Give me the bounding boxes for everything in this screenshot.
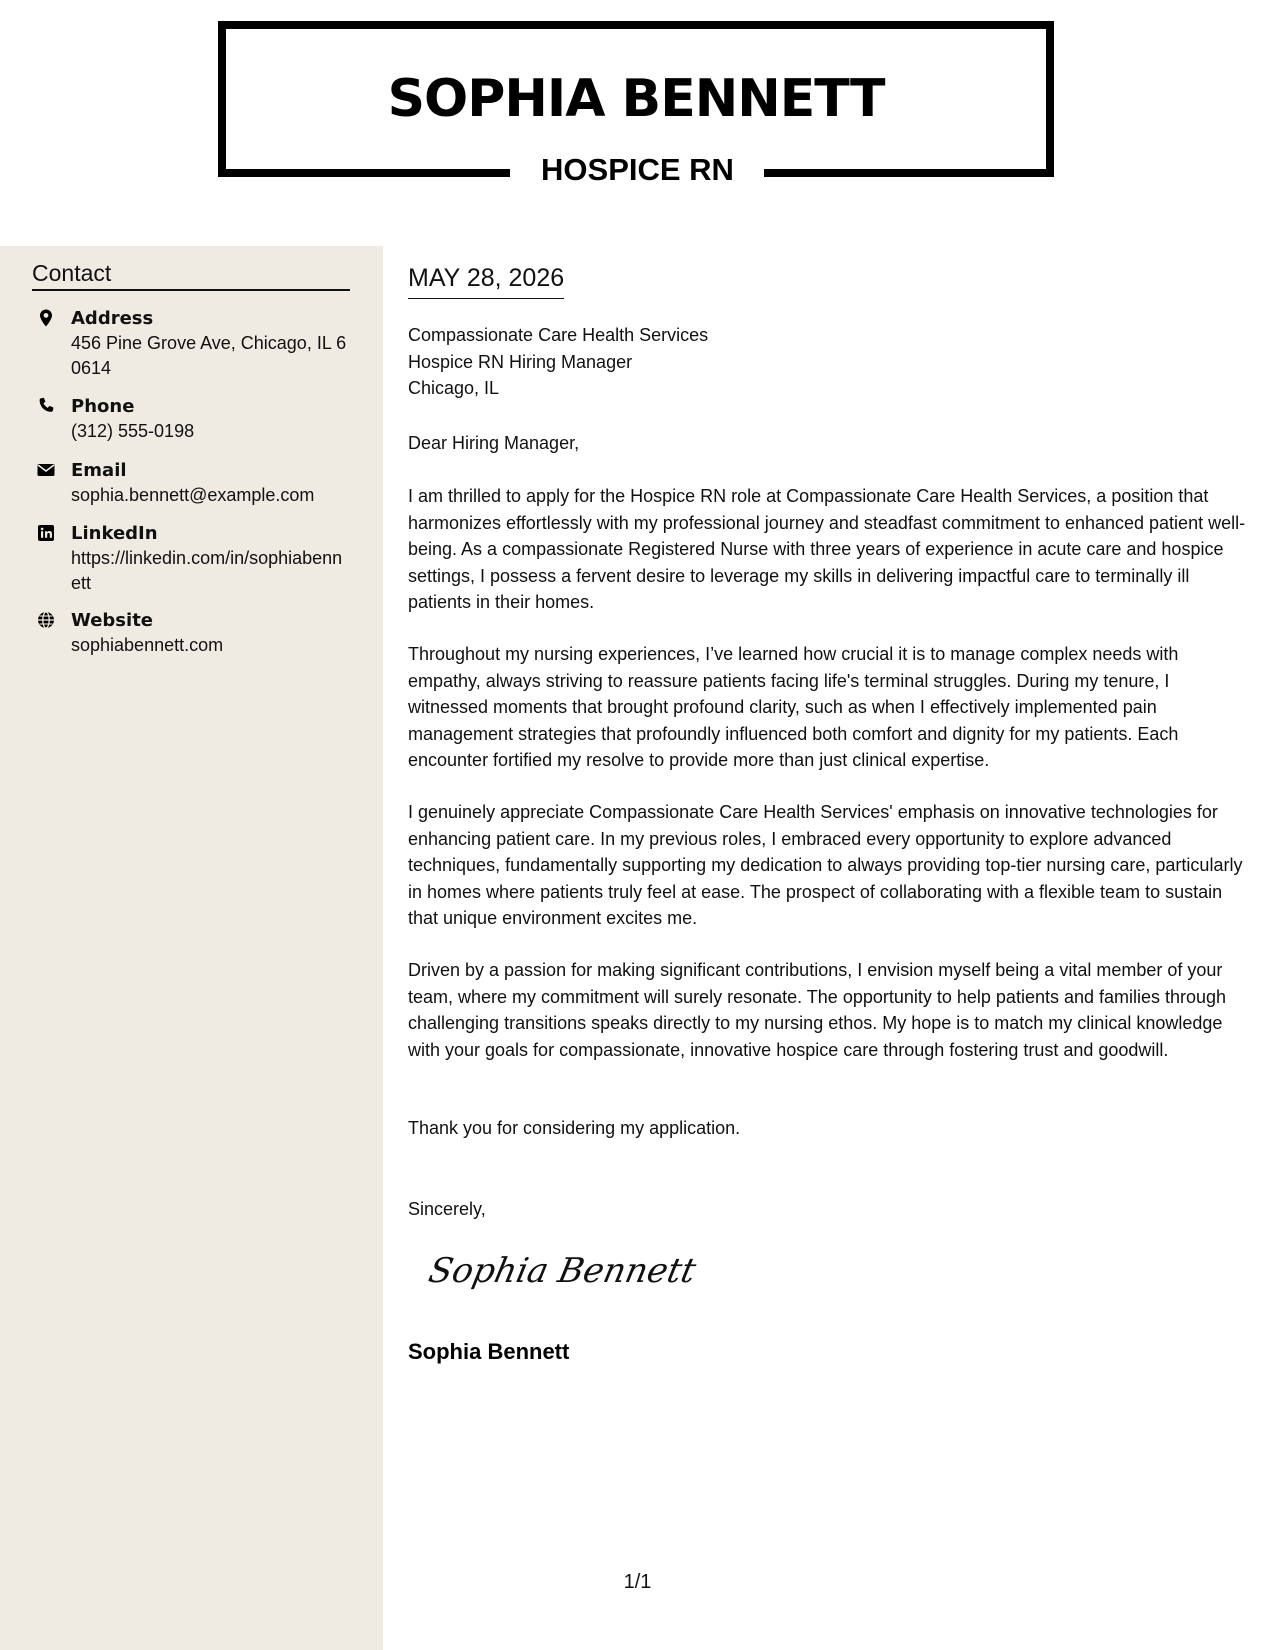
recipient-line: Chicago, IL bbox=[408, 378, 500, 398]
letter-date: MAY 28, 2026 bbox=[408, 266, 564, 299]
contact-heading: Contact bbox=[32, 262, 350, 291]
job-title: HOSPICE RN bbox=[541, 152, 734, 187]
contact-label: LinkedIn bbox=[71, 523, 158, 544]
contact-value: sophia.bennett@example.com bbox=[71, 485, 315, 505]
phone-icon bbox=[36, 396, 56, 416]
envelope-icon bbox=[36, 460, 56, 480]
contact-sidebar bbox=[0, 246, 383, 1650]
letter-paragraph: I genuinely appreciate Compassionate Care Health Services' emphasis on innovative technologies for enhancing patient care. In my previous roles, I embraced every opportunity to explore advanced techniques, fundamentally supporting my dedication to always providing top-tier nursing care, particularly in homes where patients truly feel at ease. The prospect of collaborating with a flexible team to sustain that unique environment excites me. bbox=[408, 802, 1243, 928]
letter-paragraph: I am thrilled to apply for the Hospice RN role at Compassionate Care Health Services, a position that harmonizes effortlessly with my professional journey and steadfast commitment to enhanced patient well-being. As a compassionate Registered Nurse with three years of experience in acute care and hospice settings, I possess a fervent desire to leverage my skills in delivering impactful care to terminally ill patients in their homes. bbox=[408, 486, 1246, 612]
salutation: Dear Hiring Manager, bbox=[408, 433, 580, 453]
recipient-line: Hospice RN Hiring Manager bbox=[408, 351, 633, 372]
handwritten-signature bbox=[422, 1240, 700, 1300]
closing: Sincerely, bbox=[408, 1199, 486, 1219]
letter-paragraph: Thank you for considering my application. bbox=[408, 1118, 741, 1138]
applicant-name: SOPHIA BENNETT bbox=[387, 69, 885, 129]
location-pin-icon bbox=[36, 308, 56, 328]
recipient-block bbox=[408, 322, 708, 402]
letter-paragraph: Driven by a passion for making significant contributions, I envision myself being a vital member of your team, where my commitment will surely resonate. The opportunity to help patients and families through challenging transitions speaks directly to my nursing ethos. My hope is to match my clinical knowledge with your goals for compassionate, innovative hospice care through fostering trust and goodwill. bbox=[408, 960, 1227, 1060]
letter-paragraph: Throughout my nursing experiences, I’ve learned how crucial it is to manage complex needs with empathy, always striving to reassure patients facing life's terminal struggles. During my tenure, I witnessed moments that brought profound clarity, such as when I effectively implemented pain management strategies that profoundly influenced both comfort and dignity for my patients. Each encounter fortified my resolve to provide more than just clinical expertise. bbox=[408, 644, 1179, 770]
contact-label: Address bbox=[71, 308, 154, 329]
contact-value: (312) 555-0198 bbox=[71, 421, 195, 441]
contact-value: 456 Pine Grove Ave, Chicago, IL 60614 bbox=[71, 333, 347, 378]
page-number: 1/1 bbox=[623, 1571, 652, 1593]
contact-label: Website bbox=[71, 610, 154, 631]
recipient-line: Compassionate Care Health Services bbox=[408, 325, 709, 345]
contact-value[interactable]: https://linkedin.com/in/sophiabennett bbox=[71, 548, 343, 593]
contact-value[interactable]: sophiabennett.com bbox=[71, 635, 224, 655]
contact-label: Email bbox=[71, 460, 127, 481]
signer-name: Sophia Bennett bbox=[408, 1339, 570, 1364]
linkedin-icon bbox=[36, 523, 56, 543]
resume-header bbox=[0, 0, 1275, 246]
globe-icon bbox=[36, 610, 56, 630]
signature-text: Sophia Bennett bbox=[425, 1251, 700, 1291]
contact-label: Phone bbox=[71, 396, 135, 417]
